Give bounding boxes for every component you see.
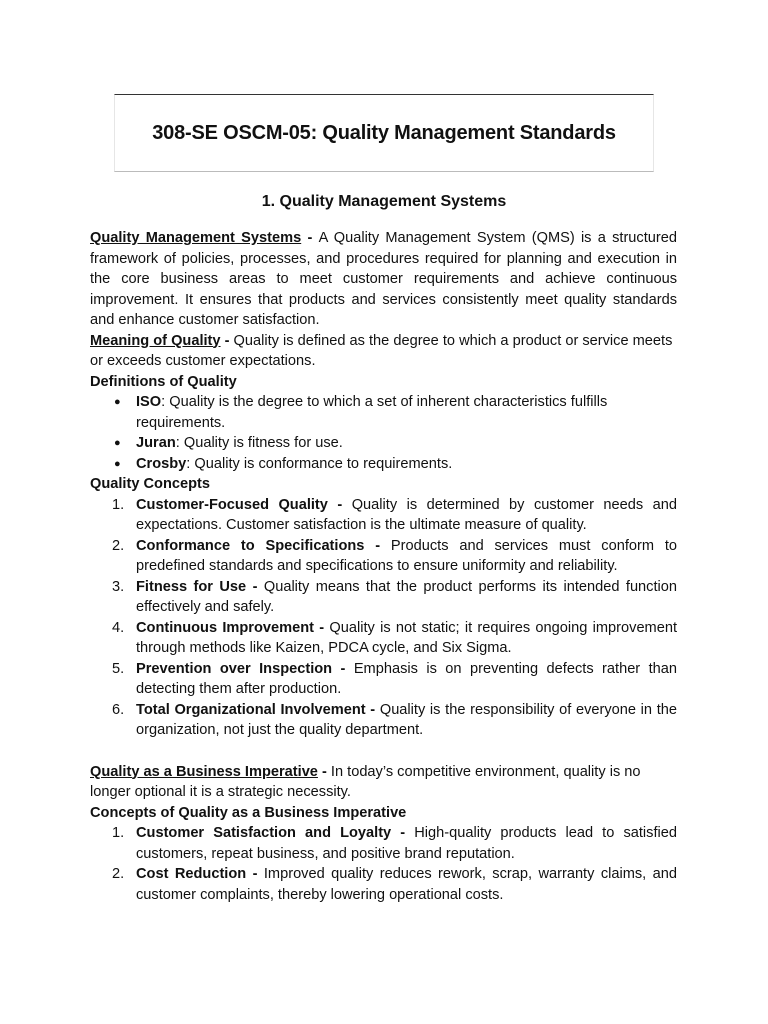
concept-term: Total Organizational Involvement - (136, 701, 380, 718)
list-item (112, 864, 677, 905)
definition-term: Crosby (136, 455, 187, 472)
imperative-sep: - (317, 763, 331, 780)
concept-text: Improved quality reduces rework, scrap, warranty claims, and customer complaints, thereby lowering operational costs. (136, 866, 677, 903)
concept-term: Customer Satisfaction and Loyalty - (136, 825, 415, 841)
concept-text: Quality is the responsibility of everyone in the organization, not just the quality department. (136, 701, 677, 738)
list-item (136, 433, 677, 454)
item-number: 5. (112, 660, 125, 677)
list-item (112, 618, 677, 659)
definition-text: : Quality is the degree to which a set of inherent characteristics fulfills requirements. (136, 394, 608, 431)
concept-text: Quality means that the product performs its intended function effectively and safely. (136, 578, 678, 615)
item-number: 1. (112, 496, 125, 513)
definition-term: Juran (136, 435, 176, 451)
list-item (136, 454, 677, 475)
definition-text: : Quality is conformance to requirements. (186, 455, 453, 472)
meaning-term: Meaning of Quality (90, 332, 221, 349)
item-number: 6. (112, 701, 125, 718)
document-title: 308-SE OSCM-05: Quality Management Standards (152, 121, 616, 144)
item-number: 1. (112, 825, 125, 841)
list-item (112, 823, 677, 864)
title-box (114, 94, 654, 172)
imperative-text: In today’s competitive environment, quality is no longer optional it is a strategic necessity. (90, 763, 641, 800)
item-number: 4. (112, 619, 125, 636)
concept-term: Conformance to Specifications - (136, 537, 391, 554)
meaning-text: Quality is defined as the degree to which a product or service meets or exceeds customer expectations. (90, 332, 673, 369)
list-item (112, 495, 677, 536)
concept-term: Continuous Improvement - (136, 619, 330, 636)
concepts-heading: Quality Concepts (90, 476, 211, 492)
spacer (90, 741, 677, 762)
concept-text: Emphasis is on preventing defects rather than detecting them after production. (136, 660, 678, 697)
qms-paragraph (90, 228, 677, 331)
imperative-list (90, 823, 677, 905)
meaning-paragraph (90, 331, 677, 372)
concept-text: Quality is determined by customer needs and expectations. Customer satisfaction is the ultimate measure of quality. (136, 496, 677, 533)
imperative-paragraph (90, 762, 677, 803)
qms-sep: - (301, 230, 319, 246)
list-item (112, 659, 678, 700)
concept-text: Products and services must conform to predefined standards and specifications to ensure uniformity and reliability. (136, 537, 677, 574)
item-number: 2. (112, 866, 125, 882)
definitions-heading: Definitions of Quality (90, 373, 237, 390)
concept-term: Fitness for Use - (136, 578, 264, 595)
concepts-list (90, 495, 677, 741)
definition-text: : Quality is fitness for use. (175, 435, 343, 451)
document-body (90, 228, 677, 905)
imperative-term: Quality as a Business Imperative (90, 763, 318, 780)
item-number: 2. (112, 537, 125, 554)
definition-term: ISO (136, 394, 162, 410)
concept-text: Quality is not static; it requires ongoing improvement through methods like Kaizen, PDCA cycle, and Six Sigma. (136, 619, 677, 656)
list-item (112, 577, 678, 618)
section-heading: 1. Quality Management Systems (261, 193, 507, 210)
imperative-heading: Concepts of Quality as a Business Imperative (90, 804, 407, 821)
qms-term: Quality Management Systems (90, 230, 302, 246)
item-number: 3. (112, 578, 125, 595)
concept-term: Prevention over Inspection - (136, 660, 354, 677)
list-item (112, 536, 677, 577)
concept-term: Customer-Focused Quality - (136, 496, 352, 513)
qms-text: A Quality Management System (QMS) is a structured framework of policies, processes, and procedures required for planning and execution in the core business areas to meet customer requirements and achieve continuous improvement. It ensures that products and services consistently meet quality standards and enhance customer satisfaction. (90, 230, 677, 328)
list-item (136, 392, 677, 433)
list-item (112, 700, 677, 741)
concept-text: High-quality products lead to satisfied customers, repeat business, and positive brand reputation. (136, 825, 677, 862)
meaning-sep: - (220, 332, 234, 349)
definitions-list (90, 392, 677, 474)
concept-term: Cost Reduction - (136, 866, 264, 882)
